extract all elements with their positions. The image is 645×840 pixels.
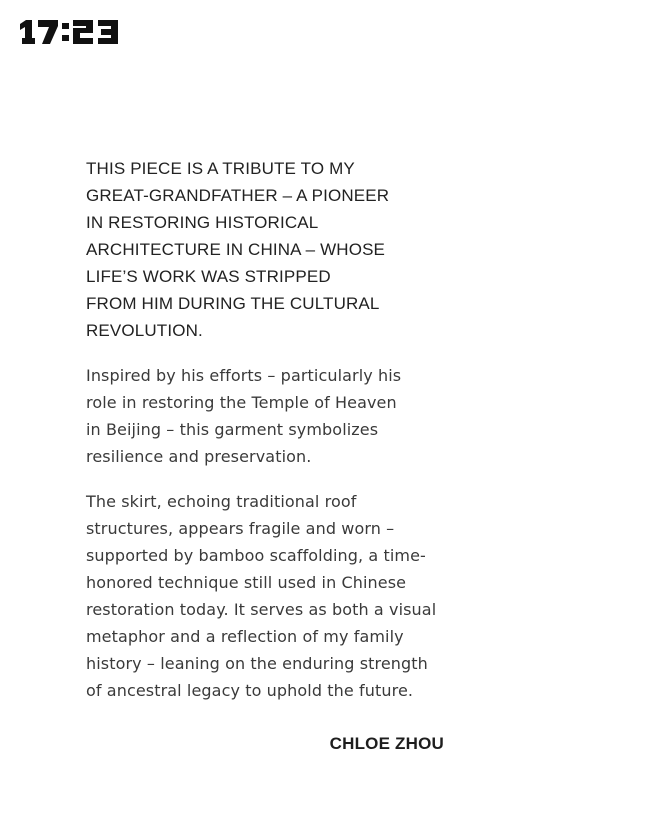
- author-name: CHLOE ZHOU: [329, 734, 444, 753]
- statement-paragraph-inspiration: Inspired by his efforts – particularly his role in restoring the Temple of Heaven in Beijing – this garment symbolizes resilience and preservation.: [86, 366, 402, 466]
- statement-heading: THIS PIECE IS A TRIBUTE TO MY GREAT-GRANDFATHER – A PIONEER IN RESTORING HISTORICAL ARCHITECTURE IN CHINA – WHOSE LIFE’S WORK WAS STRIPPED FROM HIM DURING THE CULTURAL REVOLUTION.: [86, 159, 390, 340]
- brand-logo-icon: [20, 20, 128, 44]
- artist-statement: [86, 155, 466, 721]
- brand-logo[interactable]: [20, 20, 128, 44]
- statement-paragraph-skirt: The skirt, echoing traditional roof structures, appears fragile and worn – supported by bamboo scaffolding, a time- honored technique still used in Chinese restoration today. It serves as both a visual metaphor and a reflection of my family history – leaning on the enduring strength of ancestral legacy to uphold the future.: [86, 492, 437, 700]
